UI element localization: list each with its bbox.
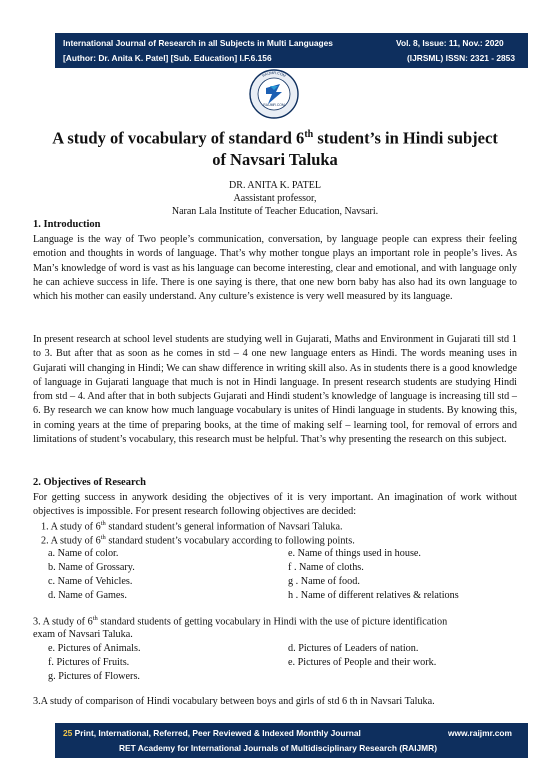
vocab-item: f . Name of cloths. (288, 562, 364, 573)
footer-line-1: 25 Print, International, Referred, Peer Reviewed & Indexed Monthly Journal (63, 728, 361, 738)
volume-issue: Vol. 8, Issue: 11, Nov.: 2020 (396, 38, 504, 48)
vocab-item: b. Name of Grossary. (48, 562, 135, 573)
issn-number: (IJRSML) ISSN: 2321 - 2853 (407, 53, 515, 63)
picture-item: e. Pictures of People and their work. (288, 657, 437, 668)
vocab-item: h . Name of different relatives & relations (288, 590, 459, 601)
footer-website-link[interactable]: www.raijmr.com (448, 728, 512, 738)
vocab-item: a. Name of color. (48, 548, 119, 559)
vocab-item: c. Name of Vehicles. (48, 576, 133, 587)
journal-logo (246, 68, 302, 124)
section-objectives-heading: 2. Objectives of Research (33, 477, 146, 488)
page-number: 25 (63, 728, 73, 738)
objective-4: 3.A study of comparison of Hindi vocabulary between boys and girls of std 6 th in Navsari Taluka. (33, 696, 435, 707)
logo-caption: RAIJMR.COM (263, 103, 285, 107)
journal-name: International Journal of Research in all Subjects in Multi Languages (63, 38, 333, 48)
picture-item: f. Pictures of Fruits. (48, 657, 130, 668)
vocab-item: g . Name of food. (288, 576, 360, 587)
picture-item: g. Pictures of Flowers. (48, 671, 140, 682)
objective-3-continued: exam of Navsari Taluka. (33, 629, 133, 640)
author-affiliation: Naran Lala Institute of Teacher Education, Navsari. (171, 206, 379, 217)
objective-2: 2. A study of 6th standard student’s vocabulary according to following points. (41, 534, 355, 547)
header-author-line: [Author: Dr. Anita K. Patel] [Sub. Education] I.F.6.156 (63, 53, 272, 63)
journal-header-band (55, 33, 528, 68)
objective-3: 3. A study of 6th standard students of getting vocabulary in Hindi with the use of picture identification (33, 615, 448, 628)
logo-ring-text: RAIJMR.COM (261, 70, 287, 79)
vocab-item: e. Name of things used in house. (288, 548, 421, 559)
author-role: Aassistant professor, (233, 193, 317, 204)
objective-1: 1. A study of 6th standard student’s general information of Navsari Taluka. (41, 520, 343, 533)
journal-footer-band (55, 723, 528, 758)
section-introduction-heading: 1. Introduction (33, 219, 101, 230)
picture-item: e. Pictures of Animals. (48, 643, 141, 654)
footer-line-2: RET Academy for International Journals of Multidisciplinary Research (RAIJMR) (119, 743, 437, 753)
introduction-paragraph-2: In present research at school level students are studying well in Gujarati, Maths and Environment in Gujarati till std 1 to 3. But after that as soon as he comes in std – 4 one new language enters as Hindi. The words meaning uses in Gujarati will changing in Hindi; We can shaw difference in writing skill also. As in students there is a good knowledge of language in Gujarati language that much is not in Hindi language. In present research students are studying Hindi from std – 4. And after that in both subjects Gujarati and Hindi student’s knowledge of language is increasing till std – 6. By research we can know how much language vocabulary is unites of Hindi language in students. By knowing this, in coming years at the time of preparing books, at the time of making self – learning tool, for removal of errors and limitations of student’s vocabulary, this research must be helpful. That’s why presenting the research on this subject. (33, 334, 517, 446)
introduction-paragraph-1: Language is the way of Two people’s communication, conversation, by language people can express their feeling emotion and thoughts in words of language. That’s why mother tongue plays an important role in people’s lives. As Man’s knowledge of word is vast as his language can become interesting, clear and emotional, and with language only he can achieve success in life. There is one saying is there, that one new born baby has also had its own language to which his mother can easily understand. Any culture’s existence is very well measured by its language. (33, 234, 517, 303)
vocab-item: d. Name of Games. (48, 590, 127, 601)
objectives-intro-paragraph: For getting success in anywork desiding the objectives of it is very important. An imagination of work without objectives is impossible. For present research following objectives are decided: (33, 492, 517, 518)
author-name: DR. ANITA K. PATEL (229, 180, 321, 191)
paper-title: A study of vocabulary of standard 6th student’s in Hindi subject of Navsari Taluka (52, 128, 498, 169)
picture-item: d. Pictures of Leaders of nation. (288, 643, 419, 654)
